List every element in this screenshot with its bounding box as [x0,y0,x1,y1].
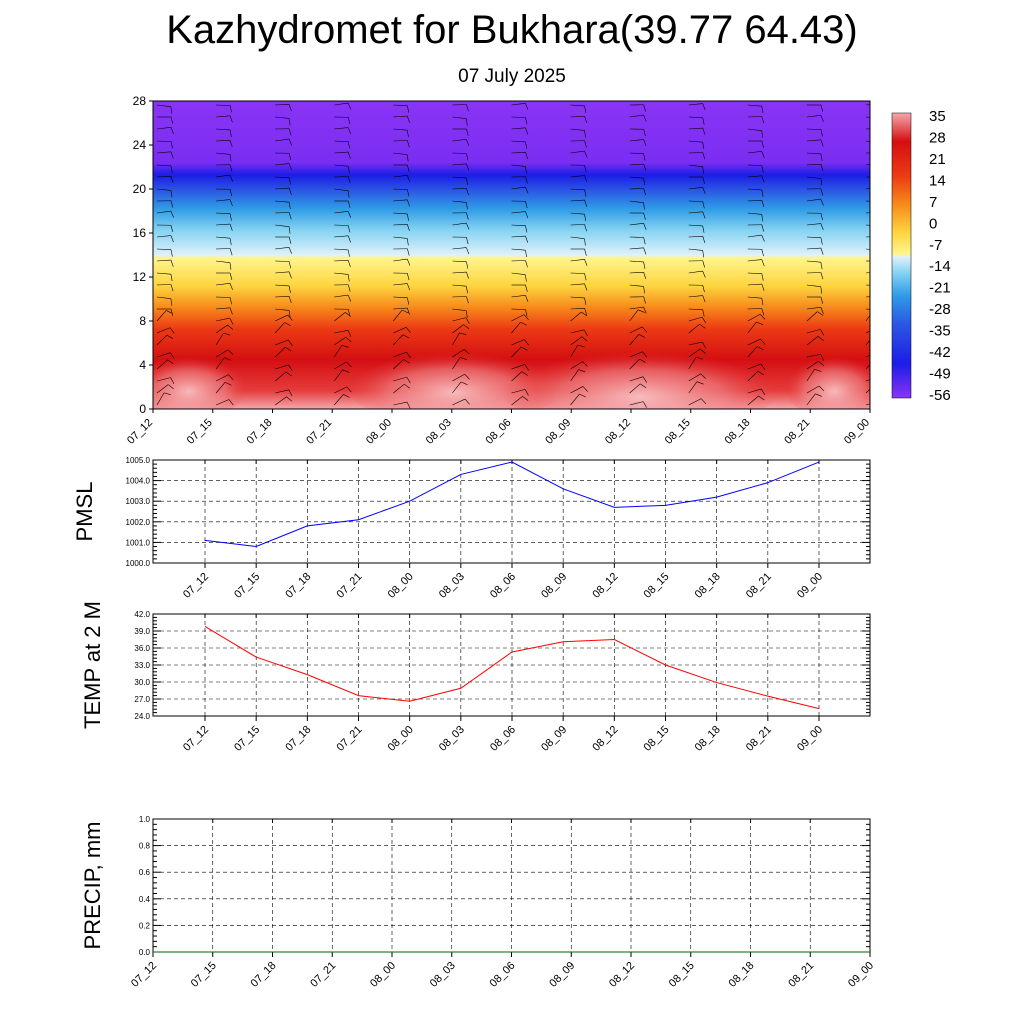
x-tick-label: 08_12 [590,570,621,601]
y-tick-label: 1.0 [138,815,150,824]
y-tick-label: 1000.0 [125,559,150,568]
colorbar-label: -42 [929,344,951,362]
wind-barb-flag [880,285,882,292]
x-tick-label: 07_21 [334,723,365,754]
heatmap-x-tick-label: 08_15 [662,416,693,447]
colorbar-label: 28 [929,129,946,147]
heatmap-x-tick-label: 07_15 [184,416,215,447]
heatmap-x-tick-label: 08_06 [483,416,514,447]
x-tick-label: 08_15 [641,723,672,754]
x-tick-label: 08_18 [726,959,757,990]
heatmap-y-tick-label: 20 [132,182,146,196]
x-tick-label: 08_06 [488,723,519,754]
heatmap-x-tick-label: 07_18 [244,416,275,447]
x-tick-label: 08_00 [385,723,416,754]
x-tick-label: 07_18 [283,570,314,601]
x-tick-label: 07_12 [129,959,160,990]
y-axis-title: PMSL [72,481,97,542]
heatmap-x-tick-label: 07_21 [304,416,335,447]
x-tick-label: 07_15 [232,570,263,601]
y-tick-label: 1005.0 [125,456,150,465]
wind-barb-flag [880,251,881,258]
x-tick-label: 08_06 [487,959,518,990]
colorbar-label: -35 [929,322,951,340]
x-tick-label: 08_03 [436,723,467,754]
wind-barb-flag [880,296,882,303]
heatmap-x-tick-label: 09_00 [842,416,873,447]
wind-barb-flag [879,401,883,407]
y-tick-label: 24.0 [134,712,150,721]
y-tick-label: 0.8 [138,841,150,851]
x-tick-label: 07_15 [232,723,263,754]
x-tick-label: 08_03 [427,959,458,990]
x-tick-label: 07_18 [248,959,279,990]
y-tick-label: 0.2 [138,921,150,931]
x-tick-label: 08_00 [385,570,416,601]
plot-frame [153,460,870,563]
colorbar [892,108,951,404]
y-tick-label: 30.0 [134,678,150,687]
colorbar-label: 35 [929,108,946,125]
wind-barb-flag [880,142,881,149]
heatmap-x-tick-label: 08_21 [782,416,813,447]
x-tick-label: 08_21 [743,723,774,754]
heatmap-y-tick-label: 12 [132,270,146,284]
wind-barb-flag [874,310,881,312]
colorbar-label: -7 [929,236,943,254]
x-tick-label: 08_21 [743,570,774,601]
heatmap-y-tick-label: 4 [139,358,146,372]
wind-barb-flag [880,212,882,219]
x-tick-label: 08_03 [436,570,467,601]
colorbar-label: -28 [929,301,951,319]
x-tick-label: 08_18 [692,723,723,754]
x-tick-label: 08_12 [607,959,638,990]
y-tick-label: 33.0 [134,661,150,670]
page-title: Kazhydromet for Bukhara(39.77 64.43) [166,8,858,52]
pmsl-panel [72,456,870,601]
colorbar-label: -49 [929,365,951,383]
heatmap-x-tick-label: 08_09 [543,416,574,447]
x-tick-label: 07_12 [181,723,212,754]
colorbar-label: 14 [929,172,946,190]
colorbar-label: 21 [929,150,946,168]
wind-barb-flag [879,351,883,356]
heatmap-x-tick-label: 08_00 [364,416,395,447]
x-tick-label: 09_00 [795,570,826,601]
colorbar-label: 7 [929,193,938,211]
heatmap-panel [125,94,884,447]
colorbar-label: -14 [929,258,951,276]
y-tick-label: 39.0 [134,627,150,636]
y-tick-label: 42.0 [134,610,150,619]
x-tick-label: 09_00 [795,723,826,754]
heatmap-y-tick-label: 16 [132,226,146,240]
x-tick-label: 08_09 [539,723,570,754]
heatmap-x-tick-label: 08_18 [722,416,753,447]
y-tick-label: 0.6 [138,868,150,878]
wind-barb-flag [880,177,882,184]
wind-barb-flag [876,359,882,362]
x-tick-label: 08_06 [488,570,519,601]
x-tick-label: 08_12 [590,723,621,754]
x-tick-label: 07_21 [308,959,339,990]
x-tick-label: 07_21 [334,570,365,601]
temp-panel [80,601,870,754]
y-axis-title: TEMP at 2 M [80,601,105,729]
wind-barb-flag [880,118,881,125]
x-tick-label: 07_15 [188,959,219,990]
wind-barb-flag [880,163,883,169]
wind-barb-flag [876,383,882,387]
y-tick-label: 0.4 [138,894,150,904]
colorbar-label: -21 [929,279,951,297]
heatmap-hotspot [501,342,781,432]
heatmap-y-tick-label: 28 [132,94,146,108]
wind-barb-flag [880,188,883,195]
wind-barb-flag [875,334,881,337]
colorbar-label: 0 [929,215,938,233]
x-tick-label: 08_15 [666,959,697,990]
page-subtitle: 07 July 2025 [458,66,566,87]
wind-barb-flag [880,104,882,111]
y-tick-label: 1001.0 [125,538,150,548]
precip-panel [80,815,876,990]
wind-barb-flag [880,202,881,209]
heatmap-y-tick-label: 0 [139,402,146,416]
x-tick-label: 08_21 [786,959,817,990]
y-tick-label: 1003.0 [125,497,150,507]
y-tick-label: 1004.0 [125,476,150,486]
y-tick-label: 36.0 [134,644,150,653]
x-tick-label: 08_09 [547,959,578,990]
heatmap-y-tick-label: 8 [139,314,146,328]
y-tick-label: 0.0 [138,948,150,957]
y-tick-label: 1002.0 [125,517,150,527]
x-tick-label: 07_18 [283,723,314,754]
wind-barb-flag [880,310,881,317]
wind-barb-flag [879,376,883,382]
x-tick-label: 08_15 [641,570,672,601]
wind-barb-flag [880,128,882,135]
wind-barb-flag [880,237,882,244]
colorbar-label: -56 [929,387,951,404]
heatmap-x-tick-label: 08_12 [603,416,634,447]
x-tick-label: 08_18 [692,570,723,601]
wind-barb-flag [878,326,883,331]
wind-barb-flag [880,261,882,268]
wind-barb-flag [880,226,881,233]
y-axis-title: PRECIP, mm [80,821,105,950]
heatmap-y-tick-label: 24 [132,138,146,152]
x-tick-label: 08_09 [539,570,570,601]
heatmap-x-tick-label: 07_12 [125,416,156,447]
wind-barb-flag [880,271,883,277]
y-tick-label: 27.0 [134,695,150,704]
x-tick-label: 08_00 [368,959,399,990]
colorbar-ramp [892,113,911,398]
x-tick-label: 07_12 [181,570,212,601]
wind-barb-flag [880,153,882,160]
heatmap-x-tick-label: 08_03 [423,416,454,447]
x-tick-label: 09_00 [846,959,877,990]
